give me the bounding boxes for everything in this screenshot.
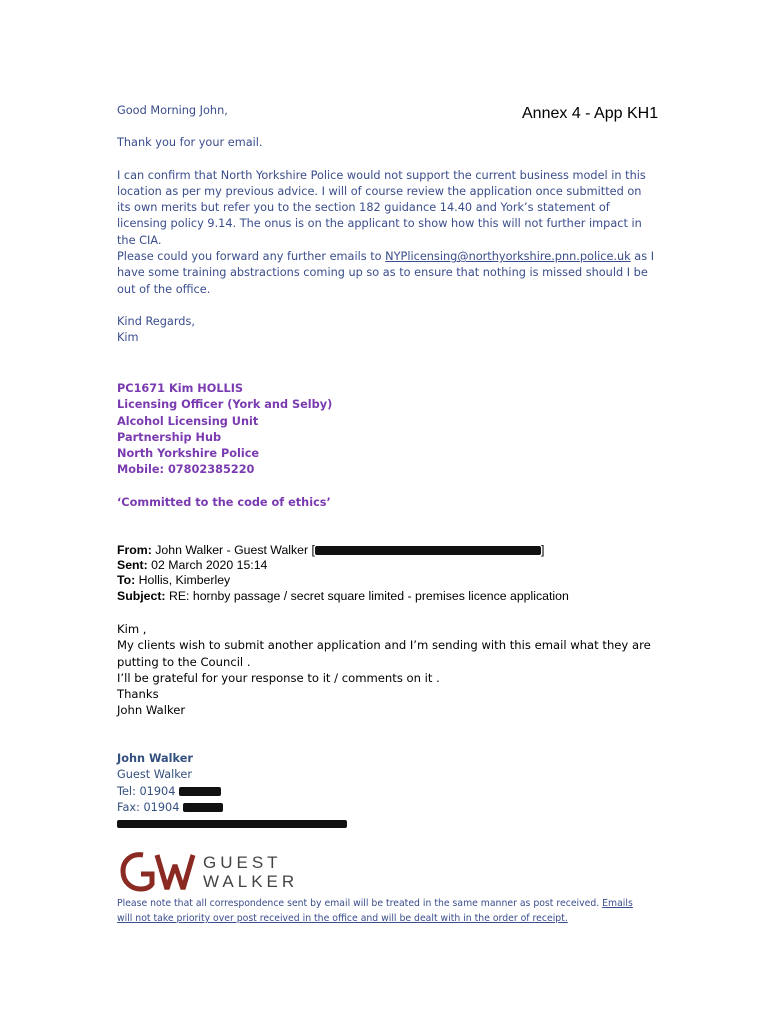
original-email-body <box>117 621 657 719</box>
walker-fax: Fax: 01904 <box>117 800 347 816</box>
body-paragraph: I can confirm that North Yorkshire Police would not support the current business model in this location as per my previous advice. I will of course review the application once submitted on its own merits but refer you to the section 182 guidance 14.40 and York’s statement of licensing policy 9.14. The onus is on the applicant to show how this will not further impact in the CIA. <box>117 168 646 247</box>
force-name: North Yorkshire Police <box>117 447 260 461</box>
to-line: To: Hollis, Kimberley <box>117 573 231 588</box>
walker-email <box>117 816 347 832</box>
email-link[interactable]: NYPlicensing@northyorkshire.pnn.police.uk <box>385 250 631 264</box>
annex-label: Annex 4 - App KH1 <box>522 105 659 122</box>
subject-line: Subject: RE: hornby passage / secret square limited - premises licence application <box>117 588 569 603</box>
forward-paragraph: Please could you forward any further emails to NYPlicensing@northyorkshire.pnn.police.uk as I have some training abstractions coming up so as to ensure that nothing is missed should I be out of the office. <box>117 250 655 296</box>
sign-name: Kim <box>117 331 139 345</box>
message-name: John Walker <box>117 703 186 718</box>
walker-signature <box>117 751 347 832</box>
unit-name: Alcohol Licensing Unit <box>117 414 259 428</box>
original-email-header <box>117 543 569 604</box>
reply-body <box>117 103 657 347</box>
message-thanks: Thanks <box>117 687 159 702</box>
thanks-line: Thank you for your email. <box>117 136 263 150</box>
walker-company: Guest Walker <box>117 768 193 782</box>
mobile-number: Mobile: 07802385220 <box>117 463 255 477</box>
redacted-tel <box>179 787 221 796</box>
police-signature <box>117 381 332 511</box>
footer-link[interactable]: Emails will not take priority over post received in the office and will be dealt with in the order of receipt. <box>117 898 633 924</box>
sign-off: Kind Regards, <box>117 314 195 328</box>
officer-title: Licensing Officer (York and Selby) <box>117 398 333 412</box>
message-line-2: I’ll be grateful for your response to it / comments on it . <box>117 670 440 685</box>
footer-disclaimer: Please note that all correspondence sent by email will be treated in the same manner as post received. Emails will not take priority over post received in the office and will be dealt with in the order of receipt. <box>117 898 633 924</box>
message-line-1: My clients wish to submit another application and I’m sending with this email what they are putting to the Council . <box>117 638 651 669</box>
logo-wordmark: GUEST WALKER <box>203 853 299 891</box>
salutation: Kim , <box>117 622 147 636</box>
redacted-fax <box>183 803 223 812</box>
walker-name: John Walker <box>117 752 193 765</box>
greeting: Good Morning John, <box>117 104 228 117</box>
walker-tel: Tel: 01904 <box>117 784 347 800</box>
redacted-email <box>315 546 541 555</box>
redacted-walker-email <box>117 820 347 828</box>
hub-name: Partnership Hub <box>117 430 222 444</box>
from-line: From: John Walker - Guest Walker [ ] <box>117 543 545 557</box>
ethics-motto: ‘Committed to the code of ethics’ <box>117 495 331 509</box>
officer-name: PC1671 Kim HOLLIS <box>117 382 244 395</box>
sent-line: Sent: 02 March 2020 15:14 <box>117 558 268 573</box>
gw-monogram-icon <box>117 847 203 893</box>
